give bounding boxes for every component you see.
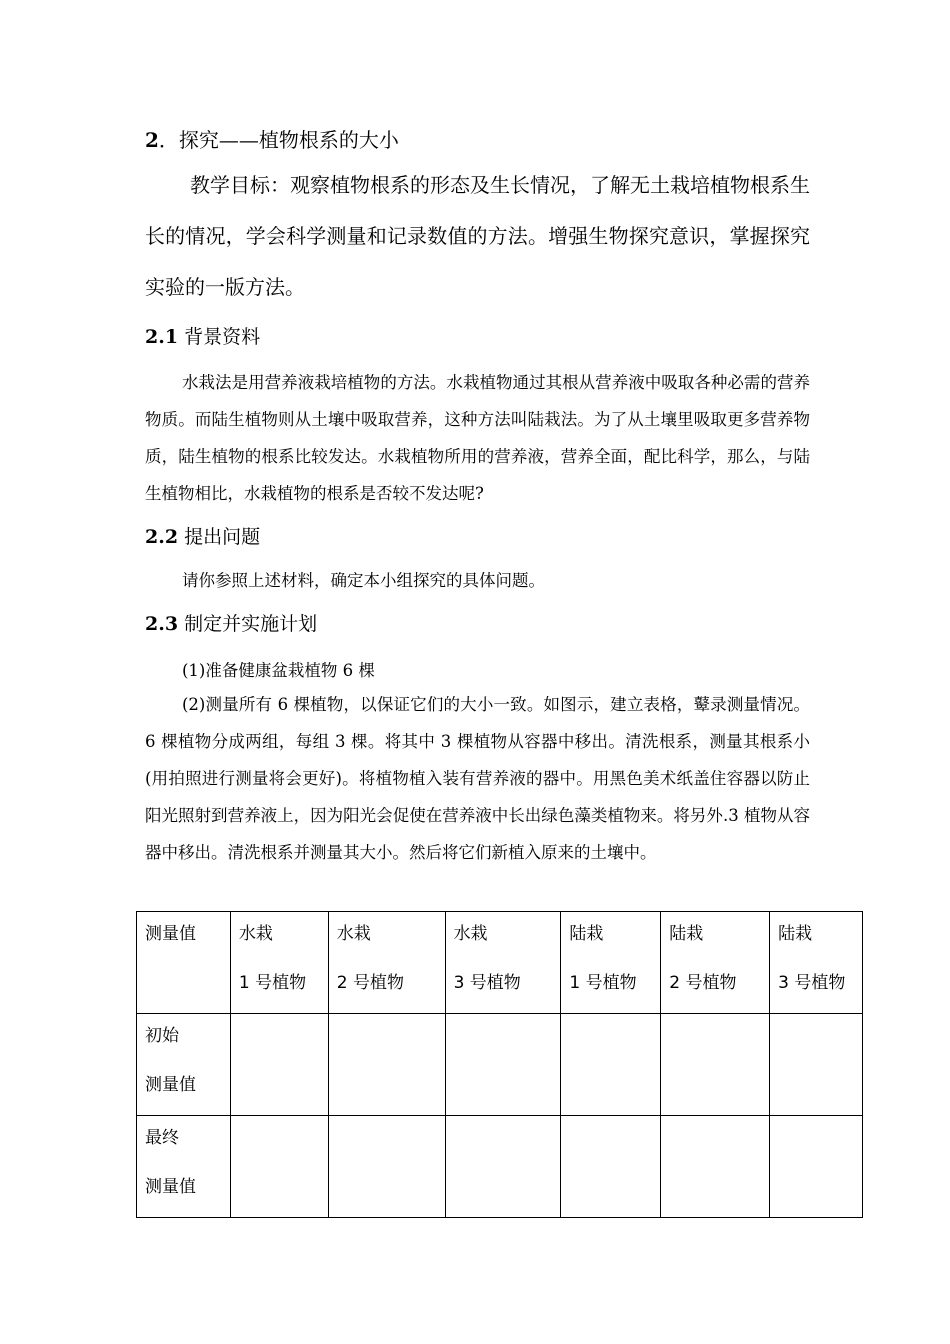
- row-label-cell: 最终 测量值: [137, 1116, 231, 1218]
- subsection-heading-background: [145, 322, 260, 349]
- table-cell[interactable]: [328, 1116, 445, 1218]
- section-heading: 2．探究——植物根系的大小: [145, 128, 399, 152]
- section-number: 2: [145, 128, 159, 152]
- plan-step-1: (1)准备健康盆栽植物 6 棵: [182, 661, 375, 680]
- table-cell[interactable]: [661, 1116, 770, 1218]
- objective-paragraph: 教学目标：观察植物根系的形态及生长情况，了解无土栽培植物根系生长的情况，学会科学测量和记录数值的方法。增强生物探究意识，掌握探究实验的一版方法。: [145, 173, 810, 299]
- section-title: 探究——植物根系的大小: [178, 128, 399, 152]
- subsection-heading-plan: [145, 609, 317, 636]
- measurement-table: [136, 911, 863, 1218]
- table-cell[interactable]: [770, 1014, 863, 1116]
- table-cell[interactable]: [445, 1014, 561, 1116]
- background-paragraph: 水栽法是用营养液栽培植物的方法。水栽植物通过其根从营养液中吸取各种必需的营养物质。而陆生植物则从土壤中吸取营养，这种方法叫陆栽法。为了从土壤里吸取更多营养物质，陆生植物的根系比较发达。水栽植物所用的营养液，营养全面，配比科学，那么，与陆生植物相比，水栽植物的根系是否较不发达呢?: [145, 373, 810, 503]
- plan-step-2: (2)测量所有 6 棵植物，以保证它们的大小一致。如图示，建立表格，鼙录测量情况。6 棵植物分成两组，每组 3 棵。将其中 3 棵植物从容器中移出。清洗根系，测量其根系小(用拍照进行测量将会更好)。将植物植入装有营养液的器中。用黑色美术纸盖住容器以防止阳光照射到营养液上，因为阳光会促使在营养液中长出绿色藻类植物来。将另外.3 植物从容器中移出。清洗根系并测量其大小。然后将它们新植入原来的土壤中。: [145, 695, 810, 862]
- table-cell[interactable]: [770, 1116, 863, 1218]
- table-cell[interactable]: [328, 1014, 445, 1116]
- subsection-number: 2.2: [145, 526, 179, 548]
- table-header-row: [137, 912, 863, 1014]
- table-cell[interactable]: [230, 1014, 328, 1116]
- subsection-title: 提出问题: [184, 526, 261, 548]
- subsection-heading-question: [145, 522, 260, 549]
- subsection-number: 2.3: [145, 613, 179, 635]
- table-cell[interactable]: [561, 1116, 661, 1218]
- question-paragraph: 请你参照上述材料，确定本小组探究的具体问题。: [182, 571, 545, 590]
- subsection-title: 背景资料: [184, 326, 261, 348]
- table-corner-cell: 测量值: [137, 912, 231, 1014]
- table-row: [137, 1116, 863, 1218]
- subsection-title: 制定并实施计划: [184, 613, 318, 635]
- subsection-number: 2.1: [145, 326, 179, 348]
- table-cell[interactable]: [561, 1014, 661, 1116]
- table-header-cell: 陆栽 3 号植物: [770, 912, 863, 1014]
- table-header-cell: 水栽 2 号植物: [328, 912, 445, 1014]
- table-header-cell: 陆栽 1 号植物: [561, 912, 661, 1014]
- table-header-cell: 陆栽 2 号植物: [661, 912, 770, 1014]
- table-header-cell: 水栽 1 号植物: [230, 912, 328, 1014]
- table-cell[interactable]: [661, 1014, 770, 1116]
- table-row: [137, 1014, 863, 1116]
- row-label-cell: 初始 测量值: [137, 1014, 231, 1116]
- table-header-cell: 水栽 3 号植物: [445, 912, 561, 1014]
- table-cell[interactable]: [445, 1116, 561, 1218]
- table-cell[interactable]: [230, 1116, 328, 1218]
